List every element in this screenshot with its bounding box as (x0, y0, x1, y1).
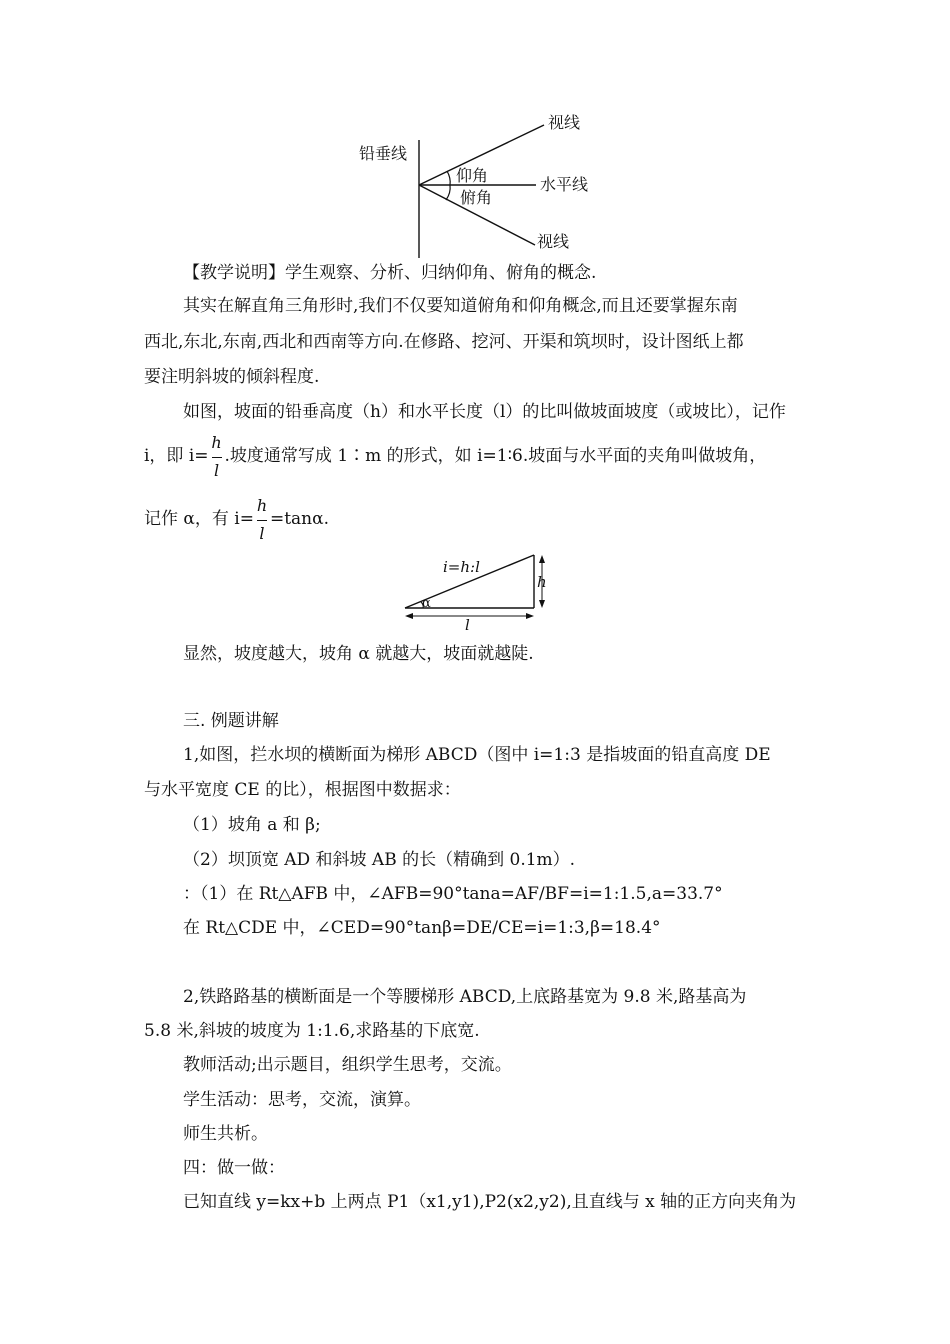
paragraph-2-line-2 (144, 433, 766, 480)
tan-definition-prefix: 记作 α，有 i= (144, 509, 254, 529)
example-1-line-2: 与水平宽度 CE 的比），根据图中数据求： (144, 780, 461, 800)
section-4-heading: 四：做一做： (183, 1158, 285, 1178)
height-label: h (537, 573, 547, 591)
slope-triangle-figure (395, 550, 560, 635)
fraction-denominator: l (213, 460, 220, 480)
shared-analysis: 师生共析。 (183, 1124, 268, 1144)
length-arrow-right (526, 613, 534, 619)
example-2-line-1: 2,铁路路基的横断面是一个等腰梯形 ABCD,上底路基宽为 9.8 米,路基高为 (183, 987, 747, 1007)
example-2-line-2: 5.8 米,斜坡的坡度为 1:1.6,求路基的下底宽. (144, 1021, 480, 1041)
slope-fraction (211, 434, 223, 480)
length-label: l (465, 616, 470, 634)
depression-angle-arc (446, 185, 450, 200)
vertical-line-label: 铅垂线 (359, 144, 408, 163)
student-activity: 学生活动：思考，交流，演算。 (183, 1090, 421, 1110)
ratio-label: i=h:l (443, 558, 480, 576)
depression-angle-label: 俯角 (460, 188, 493, 207)
last-line: 已知直线 y=kx+b 上两点 P1（x1,y1),P2(x2,y2),且直线与 x 轴的正方向夹角为 (183, 1192, 797, 1212)
angle-of-elevation-figure (350, 105, 600, 260)
length-arrow-left (405, 613, 413, 619)
fraction-numerator: h (256, 495, 268, 515)
paragraph-1-line-2: 西北,东北,东南,西北和西南等方向.在修路、挖河、开渠和筑坝时，设计图纸上都 (144, 332, 744, 352)
teacher-activity: 教师活动;出示题目，组织学生思考，交流。 (183, 1055, 512, 1075)
fraction-denominator: l (259, 523, 265, 543)
paragraph-3: 显然，坡度越大，坡角 α 就越大，坡面就越陡. (183, 644, 534, 664)
height-arrow-top (539, 555, 545, 563)
example-1-line-1: 1,如图，拦水坝的横断面为梯形 ABCD（图中 i=1:3 是指坡面的铅直高度 DE (183, 745, 771, 765)
angle-label: α (422, 596, 431, 611)
paragraph-1-line-1: 其实在解直角三角形时,我们不仅要知道俯角和仰角概念,而且还要掌握东南 (183, 296, 738, 316)
example-1-question-2: （2）坝顶宽 AD 和斜坡 AB 的长（精确到 0.1m）. (183, 850, 576, 870)
example-1-question-1: （1）坡角 a 和 β; (183, 815, 321, 835)
fraction-numerator: h (211, 432, 222, 452)
sight-line-bottom-label: 视线 (537, 232, 570, 251)
teaching-note: 【教学说明】学生观察、分析、归纳仰角、俯角的概念. (183, 263, 597, 283)
sight-line-top-label: 视线 (548, 113, 581, 132)
height-arrow-bottom (539, 600, 545, 608)
solution-line-2: 在 Rt△CDE 中，∠CED=90°tanβ=DE/CE=i=1:3,β=18.4° (183, 918, 661, 938)
paragraph-2-line-3 (144, 496, 329, 543)
paragraph-1-line-3: 要注明斜坡的倾斜程度. (144, 367, 320, 387)
section-3-heading: 三. 例题讲解 (183, 711, 279, 731)
tan-definition-suffix: =tanα. (269, 509, 330, 529)
horizontal-line-label: 水平线 (540, 175, 589, 194)
slope-definition-suffix: .坡度通常写成 1∶m 的形式，如 i=1∶6.坡面与水平面的夹角叫做坡角， (224, 446, 767, 466)
elevation-angle-arc (447, 171, 450, 185)
elevation-angle-label: 仰角 (456, 166, 489, 185)
tan-fraction (256, 497, 268, 543)
slope-definition-prefix: i，即 i= (144, 446, 209, 466)
paragraph-2-line-1: 如图，坡面的铅垂高度（h）和水平长度（l）的比叫做坡面坡度（或坡比），记作 (183, 402, 786, 422)
solution-line-1: ：（1）在 Rt△AFB 中，∠AFB=90°tana=AF/BF=i=1:1.5,a=33.7° (183, 884, 723, 904)
